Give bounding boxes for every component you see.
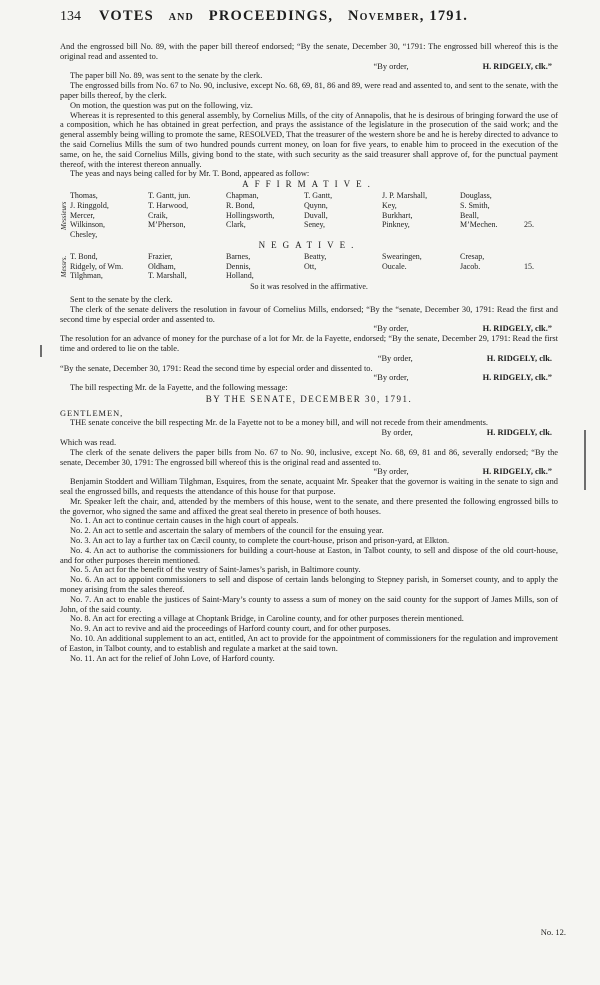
paragraph: The bill respecting Mr. de la Fayette, and the following message: <box>70 383 288 393</box>
affirmative-member: Chapman, <box>226 190 259 200</box>
negative-member: Swearingen, <box>382 251 422 261</box>
paragraph: The paper bill No. 89, was sent to the senate by the clerk. <box>70 71 263 81</box>
affirmative-member: T. Harwood, <box>148 200 189 210</box>
negative-member: Cresap, <box>460 251 485 261</box>
paragraph: The resolution for an advance of money for the purchase of a lot for Mr. de la Fayette, endorsed; “By the senate, December 29, 1791: Read the first time and ordered to lie on the table. <box>60 334 558 353</box>
message-dateline: BY THE SENATE, DECEMBER 30, 1791. <box>205 393 413 404</box>
affirmative-member: Key, <box>382 200 397 210</box>
running-header <box>60 8 558 42</box>
affirmative-member: M’Pherson, <box>148 220 186 230</box>
paragraph: And the engrossed bill No. 89, with the paper bill thereof endorsed; “By the senate, December 30, “1791: The engrossed bill whereof this is the original read and assented to. <box>60 42 558 61</box>
running-title: VOTES and PROCEEDINGS, November, 1791. <box>99 8 469 24</box>
act-entry: No. 11. An act for the relief of John Love, of Harford county. <box>70 653 275 663</box>
affirmative-member: Hollingsworth, <box>226 210 275 220</box>
act-entry: No. 9. An act to revive and aid the proceedings of Harford county court, and for other purposes. <box>70 624 391 634</box>
affirmative-member: Duvall, <box>304 210 328 220</box>
affirmative-member <box>226 230 304 240</box>
resolution-result: So it was resolved in the affirmative. <box>250 282 368 292</box>
paragraph: Which was read. <box>60 438 117 448</box>
affirmative-member: T. Gantt, jun. <box>148 190 191 200</box>
affirmative-member <box>382 230 460 240</box>
negative-member: Oucale. <box>382 261 407 271</box>
affirmative-member <box>524 230 548 240</box>
affirmative-member <box>524 211 548 221</box>
paragraph: Sent to the senate by the clerk. <box>70 294 173 304</box>
affirmative-member: Pinkney, <box>382 220 410 230</box>
paragraph: THE senate conceive the bill respecting Mr. de la Fayette not to be a money bill, and will not recede from their amendments. <box>70 418 488 428</box>
act-entry: No. 5. An act for the benefit of the vestry of Saint-James’s parish, in Baltimore county. <box>70 565 361 575</box>
paragraph: The clerk of the senate delivers the paper bills from No. 67 to No. 90, inclusive, except No. 68, 69, 81 and 86, severally endorsed; “By the senate, December 30, 1791: The engrossed bill whereof this is the original read and assented to. <box>60 447 558 467</box>
negative-member: Dennis, <box>226 261 251 271</box>
affirmative-member: Craik, <box>148 210 168 220</box>
act-entry: No. 1. An act to continue certain causes in the high court of appeals. <box>70 516 299 526</box>
negative-member: T. Bond, <box>70 251 98 261</box>
signature: “By order, H. RIDGELY, clk.” <box>373 324 552 334</box>
negative-member: Ott, <box>304 261 317 271</box>
signature: By order, H. RIDGELY, clk. <box>381 428 552 438</box>
signature: “By order, H. RIDGELY, clk.” <box>373 467 552 477</box>
act-entry: No. 4. An act to authorise the commissioners for building a court-house at Easton, in Talbot county, to sell and dispose of the old court-house, and for other purposes therein mentioned. <box>60 545 558 565</box>
binding-mark-right <box>584 430 586 490</box>
act-entry: No. 2. An act to settle and ascertain the salary of members of the council for the ensuing year. <box>70 526 384 536</box>
affirmative-member <box>524 191 548 201</box>
affirmative-label: Messieurs <box>60 201 68 230</box>
negative-member: Jacob. <box>460 261 481 271</box>
affirmative-member: Burkhart, <box>382 210 413 220</box>
affirmative-votes <box>60 191 558 240</box>
negative-member: Oldham, <box>148 261 176 271</box>
act-entry: No. 6. An act to appoint commissioners to sell and dispose of certain lands belonging to Stepney parish, in Somerset county, and to apply the money arising from the sales thereof. <box>60 575 558 595</box>
affirmative-member: 25. <box>524 220 534 230</box>
affirmative-member: J. P. Marshall, <box>382 190 428 200</box>
affirmative-member: Wilkinson, <box>70 220 106 230</box>
negative-grid <box>70 252 558 281</box>
affirmative-member: Douglass, <box>460 190 492 200</box>
affirmative-member <box>460 230 524 240</box>
negative-member: Ridgely, of Wm. <box>70 261 124 271</box>
negative-member <box>524 271 548 281</box>
paragraph: “By the senate, December 30, 1791: Read the second time by especial order and dissented to. <box>60 363 373 373</box>
affirmative-member: Chesley, <box>70 230 98 240</box>
negative-label: Messrs. <box>60 255 68 278</box>
signature: “By order, H. RIDGELY, clk.” <box>373 61 552 71</box>
affirmative-member: Quynn, <box>304 200 328 210</box>
negative-member: Barnes, <box>226 251 251 261</box>
acts-list <box>60 516 558 663</box>
page-number: 134 <box>60 9 81 24</box>
act-entry: No. 3. An act to lay a further tax on Cæcil county, to complete the court-house, prison and prison-yard, at Elkton. <box>70 536 450 546</box>
affirmative-member: Seney, <box>304 220 326 230</box>
affirmative-member: T. Gantt, <box>304 190 333 200</box>
negative-member <box>460 271 524 281</box>
page-content <box>60 8 558 663</box>
negative-member: Tilghman, <box>70 271 103 281</box>
negative-member <box>304 271 382 281</box>
affirmative-grid <box>70 191 558 240</box>
signature: “By order, H. RIDGELY, clk.” <box>373 373 552 383</box>
affirmative-member <box>148 230 226 240</box>
affirmative-member <box>524 201 548 211</box>
affirmative-member: R. Bond, <box>226 200 255 210</box>
negative-member: Holland, <box>226 271 254 281</box>
negative-member <box>524 252 548 262</box>
negative-heading: NEGATIVE. <box>258 239 360 250</box>
paragraph: The engrossed bills from No. 67 to No. 90, inclusive, except No. 68, 69, 81, 86 and 89, were read and assented to, and sent to the senate, with the paper bills thereof, by the clerk. <box>60 81 558 100</box>
affirmative-member: Clark, <box>226 220 246 230</box>
binding-mark-left <box>40 345 42 357</box>
negative-member: Frazier, <box>148 251 173 261</box>
salutation: GENTLEMEN, <box>60 408 124 418</box>
affirmative-member: Beall, <box>460 210 479 220</box>
affirmative-member: Thomas, <box>70 190 98 200</box>
paragraph: On motion, the question was put on the following, viz. <box>70 100 253 110</box>
affirmative-member: J. Ringgold, <box>70 200 109 210</box>
affirmative-member: Mercer, <box>70 210 95 220</box>
affirmative-member: M’Mechen. <box>460 220 498 230</box>
paragraph: Whereas it is represented to this general assembly, by Cornelius Mills, of the city of Annapolis, that he is desirous of bringing forward the use of a composition, which he has obtained in great perfection, and prays the assistance of the legislature in the prosecution of the said work; and the general assembly being willing to promote the same, RESOLVED, That the treasurer of the western shore be and he is hereby directed to advance to the said Cornelius Mills the sum of two hundred pounds current money, on loan for five years, to enable him to proceed in the execution of the same, on he, the said Cornelius Mills, giving bond to the state, with such security as the said treasurer shall approve of, for the punctual payment thereof, with the interest thereon annually. <box>60 110 558 169</box>
affirmative-member <box>304 230 382 240</box>
header-date: November, 1791. <box>348 8 469 24</box>
negative-member: 15. <box>524 261 534 271</box>
signature: “By order, H. RIDGELY, clk. <box>377 353 552 363</box>
paragraph: Mr. Speaker left the chair, and, attended by the members of this house, went to the senate, and there presented the following engrossed bills to the governor, who signed the same and affixed the great seal thereto in presence of both houses. <box>60 496 558 516</box>
affirmative-heading: AFFIRMATIVE. <box>242 179 376 190</box>
catchword: No. 12. <box>540 927 566 937</box>
act-entry: No. 8. An act for erecting a village at Choptank Bridge, in Caroline county, and for other purposes therein mentioned. <box>70 614 464 624</box>
affirmative-member: S. Smith, <box>460 200 490 210</box>
negative-member <box>382 271 460 281</box>
negative-votes <box>60 252 558 281</box>
paragraph: Benjamin Stoddert and William Tilghman, Esquires, from the senate, acquaint Mr. Speaker that the governor is waiting in the senate to sign and seal the engrossed bills, and requests the attendance of this house for that purpose. <box>60 477 558 497</box>
paragraph: The clerk of the senate delivers the resolution in favour of Cornelius Mills, endorsed; “By the “senate, December 30, 1791: Read the first and second time by especial order and assented to. <box>60 304 558 324</box>
act-entry: No. 7. An act to enable the justices of Saint-Mary’s county to assess a sum of money on the said county for the support of James Mills, son of John, of the said county. <box>60 594 558 614</box>
act-entry: No. 10. An additional supplement to an act, entitled, An act to provide for the appointment of commissioners for the regulation and improvement of Easton, in Talbot county, and to establish and regulate a market at the said town. <box>60 634 558 653</box>
negative-member: Beatty, <box>304 251 327 261</box>
negative-member: T. Marshall, <box>148 271 187 281</box>
paragraph: The yeas and nays being called for by Mr. T. Bond, appeared as follow: <box>70 169 310 179</box>
